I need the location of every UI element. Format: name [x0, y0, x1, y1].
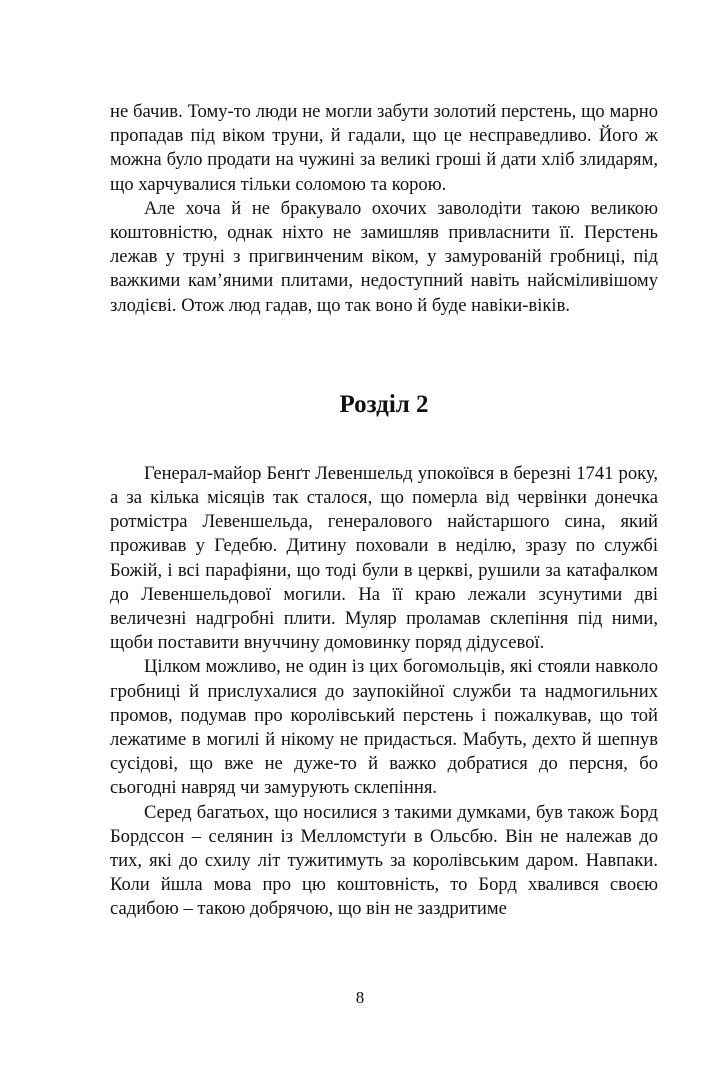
paragraph-funeral: Генерал-майор Бенґт Левеншельд упокоївся в березні 1741 року, а за кілька місяців так сталося, що померла від червінки донечка ротмістра Левеншельда, генералового найстаршого сина, який проживав у Гедебю. Дитину поховали в неділю, зразу по службі Божій, і всі парафіяни, що тоді були в церкві, рушили за катафалком до Левеншельдової могили. На її краю лежали зсунутими дві величезні надгробні плити. Муляр проламав склепіння під ними, щоби поставити внуччину домовинку поряд дідусевої. [110, 462, 658, 654]
paragraph-ring-untouched: Але хоча й не бракувало охочих заволодіти такою великою коштовністю, однак ніхто не замишляв привласнити її. Перстень лежав у труні з пригвинченим віком, у замурованій гробниці, під важкими кам’яними плитами, недоступний навіть найсміливішому злодієві. Отож люд гадав, що так воно й буде навіки-віків. [110, 197, 658, 316]
page-body [110, 100, 658, 922]
chapter-title: Розділ 2 [339, 390, 429, 418]
page-number: 8 [355, 988, 365, 1007]
paragraph-bord: Серед багатьох, що носилися з такими думками, був також Борд Бордссон – селянин із Мелломстуґи в Ольсбю. Він не належав до тих, які до схилу літ тужитимуть за королівським даром. Навпаки. Коли йшла мова про цю коштовність, то Борд хвалився своєю садибою – такою добрячою, що він не заздритиме [110, 801, 658, 920]
paragraph-mourners: Цілком можливо, не один із цих богомольців, які стояли навколо гробниці й прислухалися до заупокійної служби та надмогильних промов, подумав про королівський перстень і пожалкував, що той лежатиме в могилі й нікому не придасться. Мабуть, дехто й шепнув сусідові, що вже не дуже-то й важко добратися до персня, бо сьогодні навряд чи замурують склепіння. [110, 656, 658, 799]
paragraph-continuation: не бачив. Тому-то люди не могли забути золотий перстень, що марно пропадав під віком труни, й гадали, що це несправедливо. Його ж можна було продати на чужині за великі гроші й дати хліб злидарям, що харчувалися тільки соломою та корою. [110, 101, 658, 195]
